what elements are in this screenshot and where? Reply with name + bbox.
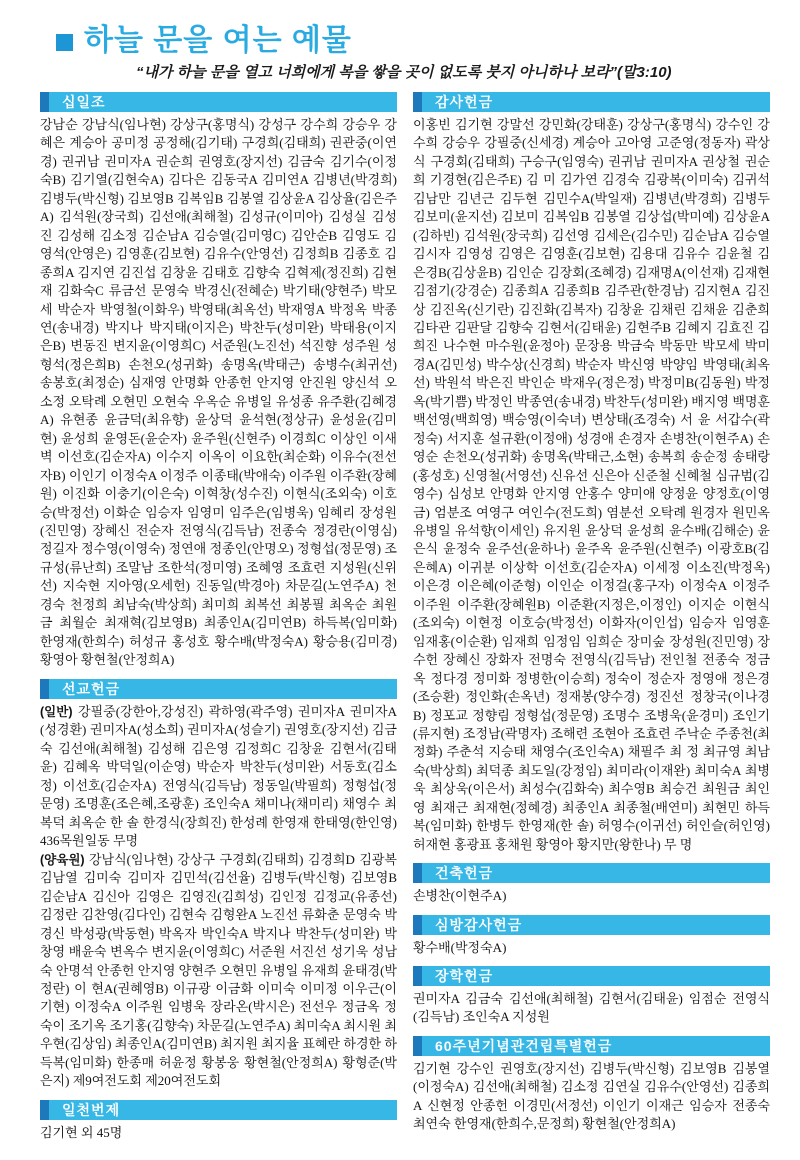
tithe-name-list: 강남순 강남식(임나현) 강상구(홍명식) 강성구 강수희 강승우 강혜은 계승아 공미정 공정해(김기태) 구경희(김태희) 권관중(이연경) 권귀남 권미자A 권순희 권영호(장지선) 김금숙 김기수(이정숙B) 김기열(김현숙A) 김다은 김동국A 김미연A 김병년(박경희) 김병두(박신형) 김보영B 김복임B 김봉열 김상윤A 김상율(김은주A) 김석원(장국희) 김선애(최해철) 김성규(이미아) 김성실 김성진 김성해 김소정 김순남A 김승열(김미영C) 김안순B 김영도 김영석(안영은) 김영훈(김보현) 김유수(안영선) 김정희B 김종호 김종희A 김지연 김진섭 김창윤 김태호 김향숙 김혁제(정진희) 김현재 김화숙C 류금선 문영숙 박경신(전혜순) 박기태(양현주) 박모세 박순자 박영철(이화우) 박영태(최옥선) 박재영A 박정옥 박종연(송내경) 박지나 박지태(이지은) 박찬두(성미완) 박태용(이지은B) 변동진 변지윤(이영희C) 서준원(노진선) 석진향 성주원 성형석(정은희B) 손천오(성귀화) 송명옥(박태근) 송병수(최귀선) 송봉호(최정순) 심재영 안명화 안종헌 안지영 안진원 양신석 오소정 오탁례 오현민 오현숙 우옥순 유병일 유성종 유주환(김혜경A) 유현종 윤금덕(최유향) 윤상덕 윤석현(정상규) 윤성윤(김미현) 윤성희 윤영돈(윤순자) 윤주원(신현주) 이경희C 이상인 이새벽 이선호(김순자A) 이수지 이옥이 이요한(최순화) 이유수(전선자B) 이인기 이정숙A 이정주 이종태(박애숙) 이주원 이주환(장혜원) 이진화 이충기(이은숙) 이혁창(성수진) 이현식(조외숙) 이호승(박정선) 이화순 임승자 임영미 임주은(임병욱) 임혜리 장성원(진민영) 장혜신 전순자 전영식(김득남) 전종숙 정경란(이영심) 정길자 정수영(이영숙) 정연애 정종인(안명오) 정형섭(정문영) 조규성(류난희) 조말남 조한석(정미영) 조혜영 조효련 지성원(신위선) 지숙현 지아영(오세헌) 진동일(박경아) 차문길(노연주A) 천경숙 천정희 최남숙(박상희) 최미희 최복선 최봉필 최옥순 최원금 최월순 최재혁(김보영B) 최종인A(김미연B) 하득복(임미화) 한영재(한희수) 허성규 홍성호 황수배(박정숙A) 황승용(김미경) 황영아 황현철(안정희A) [40,117,397,668]
section-header-mission: 선교헌금 [40,679,397,699]
section-header-building: 건축헌금 [413,863,770,883]
section-header-visitation: 심방감사헌금 [413,915,770,935]
scripture-quote: “내가 하늘 문을 열고 너희에게 복을 쌓을 곳이 없도록 붓지 아니하나 보라”(말3:10) [136,64,672,81]
section-header-tithe: 십일조 [40,92,397,112]
section-thanksgiving-offering [413,92,770,854]
mission-nursery-label: (양육원) [40,852,85,867]
page-title: 하늘 문을 여는 예물 [84,24,352,57]
mission-name-list [40,703,397,1091]
page-header [56,24,770,57]
anniversary-name-list: 김기현 강수인 권영호(장지선) 김병두(박신형) 김보영B 김봉열(이정숙A) 김선애(최해철) 김소정 김연실 김유수(안영선) 김종희A 신현정 안종헌 이경민(서정선) 이인기 이재근 임승자 전종숙 최연숙 한영재(한희수,문정희) 황현철(안정희A) [413,1060,770,1132]
scholarship-name-list: 권미자A 김금숙 김선애(최해철) 김현서(김태윤) 임점순 전영식(김득남) 조인숙A 지성원 [413,991,770,1025]
mission-nursery-names: 강남식(임나현) 강상구 구경회(김태희) 김경희D 김광복 김남열 김미숙 김미자 김민석(김선율) 김병두(박신형) 김보영B 김순남A 김신아 김영은 김영진(김희성) 김인정 김정교(유종선) 김정란 김찬영(김다인) 김현숙 김형완A 노진선 류화춘 문영숙 박경신 박성광(박동현) 박옥자 박인숙A 박지나 박찬두(성미완) 박창영 배윤숙 변옥수 변지윤(이영희C) 서준원 서진선 성기욱 성남숙 안명석 안종헌 안지영 양현주 오현민 유병일 유재희 윤태경(박정란) 이 현A(권혜영B) 이규광 이금화 이미숙 이미정 이우근(이기현) 이정숙A 이주원 임병욱 장라온(박시은) 전선우 정금옥 정숙이 조기옥 조기홍(김향숙) 차문길(노연주A) 최미숙A 최시원 최우현(김상임) 최종인A(김미연B) 최지원 최지율 표혜란 하경한 하득복(임미화) 한종매 허윤정 황봉웅 황현철(안정희A) 황형준(박은지) 제9여전도회 제20여전도회 [40,851,397,1089]
section-scholarship-offering [413,966,770,1027]
section-60th-anniversary-special-offering [413,1036,770,1134]
section-header-scholarship: 장학헌금 [413,966,770,986]
mission-nursery-paragraph [40,851,397,1091]
mission-general-paragraph [40,703,397,851]
section-thousand-offering [40,1100,397,1142]
building-name-list: 손병찬(이현주A) [413,888,507,904]
visitation-name-list: 황수배(박정숙A) [413,939,507,955]
section-tithe [40,92,397,670]
section-header-anniversary: 60주년기념관건립특별헌금 [413,1036,770,1056]
section-header-thanksgiving: 감사헌금 [413,92,770,112]
section-header-thousand: 일천번제 [40,1100,397,1120]
mission-general-label: (일반) [40,704,73,719]
thousand-name-list: 김기현 외 45명 [40,1124,123,1140]
left-column [40,92,397,1151]
mission-general-names: 강필중(강한아,강성진) 곽하영(곽주영) 권미자A 권미자A(성경환) 권미자A(성소희) 권미자A(성슬기) 권영호(장지선) 김금숙 김선애(최해철) 김성해 김은영 김정희C 김창윤 김현서(김태윤) 김혜옥 박덕일(이순영) 박순자 박찬두(성미완) 서동호(김소정) 이선호(김순자A) 전영식(김득남) 정동일(박필희) 정형섭(정문영) 조명훈(조은혜,조광훈) 조인숙A 채미나(채미리) 채영수 최복덕 최옥순 한 솔 한경식(장희진) 한성례 한영재 한태영(한인영) 436목원일동 무명 [40,703,397,849]
right-column [413,92,770,1151]
square-bullet-icon [56,34,73,51]
section-mission-offering [40,679,397,1091]
section-building-offering [413,863,770,905]
two-column-layout [40,92,770,1151]
section-visitation-thanks-offering [413,915,770,957]
thanksgiving-name-list: 이홍빈 김기현 강말선 강민화(강태훈) 강상구(홍명식) 강수인 강수희 강승우 강필중(신세경) 계승아 고아영 고준영(정동자) 곽상식 구경회(김태희) 구승구(임영숙) 권귀남 권미자A 권상철 권순희 기경현(김은주E) 김 미 김가연 김경숙 김광복(이미숙) 김귀석 김남만 김년근 김두현 김민수A(박일재) 김병년(박경희) 김병두 김보미(윤지선) 김보미 김복임B 김봉열 김상섭(박미예) 김상윤A(김하빈) 김석원(장국희) 김선영 김세은(김수민) 김순남A 김승열 김시자 김영성 김영은 김영훈(김보현) 김용대 김유수 김윤철 김은경B(김상윤B) 김인순 김장회(조혜경) 김재명A(이선재) 김재현 김점기(강경순) 김종희A 김종희B 김주관(한경남) 김지현A 김진상 김진옥(신기란) 김진화(김복자) 김창윤 김채린 김채윤 김춘희 김타관 김판달 김향숙 김현서(김태윤) 김현주B 김혜지 김효진 김희진 나수현 마수원(윤정아) 문장용 박금숙 박동만 박모세 박미경A(김민성) 박수상(신경희) 박순자 박신영 박양임 박영태(최옥선) 박원석 박은진 박인순 박재우(정은정) 박정미B(김동원) 박정옥(박기쁨) 박정인 박종연(송내경) 박찬두(성미완) 배지영 백명훈 백선영(백희영) 백승영(이숙녀) 변상태(조경숙) 서 윤 서갑수(곽정숙) 서지훈 설규환(이정애) 성경애 손경자 손병찬(이현주A) 손영순 손천오(성귀화) 송명옥(박태근,소현) 송복희 송순정 송태랑(홍성호) 신영철(서영선) 신유선 신은아 신준철 신혜철 심규범(김영수) 심성보 안명화 안지영 안홍수 양미애 양정윤 양정호(이영금) 엄분조 여영구 여인수(전도희) 염분선 오탁례 원경자 원민옥 유병일 유석향(이세인) 유지원 윤상덕 윤성희 윤수배(김해순) 윤은식 윤정숙 윤주선(윤하나) 윤주옥 윤주원(신현주) 이광호B(김은혜A) 이귀분 이상학 이선호(김순자A) 이세정 이소진(박정옥) 이은경 이은혜(이준형) 이인순 이정걸(홍구자) 이정숙A 이정주 이주원 이주환(장혜원B) 이준환(지정은,이정인) 이지순 이현식(조외숙) 이현정 이호승(박정선) 이화자(이인섭) 임승자 임영훈 임재홍(이순환) 임재희 임정임 임희순 장미숲 장성원(진민영) 장수헌 장혜신 장화자 전명숙 전영식(김득남) 전인철 전종숙 정금옥 정다경 정미화 정병한(이승희) 정숙이 정순자 정영애 정은경(조승환) 정인화(손옥년) 정재봉(양수경) 정진선 정창국(이나경B) 정포교 정향림 정형섭(정문영) 조명수 조병욱(윤경미) 조인기(류지현) 조정남(곽명자) 조해련 조현아 조효련 주낙순 주종천(최정화) 주춘석 지승태 채영수(조인숙A) 채필주 최 정 최규영 최남숙(박상희) 최덕종 최도일(강정임) 최미라(이재완) 최미숙A 최병욱 최상욱(이은서) 최성수(김화숙) 최수영B 최승건 최원금 최인영 최재근 최재현(정혜경) 최종인A 최종철(배연미) 최현민 하득복(임미화) 한병두 한영재(한 솔) 허영수(이귀선) 허인슬(허인영) 허재현 홍광표 홍채원 황영아 황지만(왕한나) 무 명 [413,117,770,852]
